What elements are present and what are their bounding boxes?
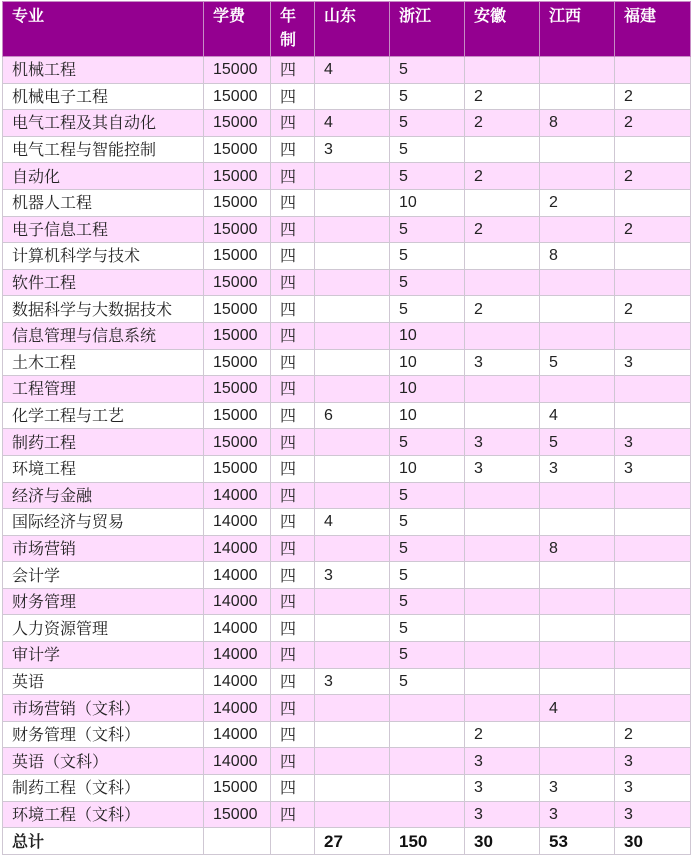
major-cell: 电子信息工程 bbox=[3, 216, 204, 243]
fee-cell: 14000 bbox=[204, 615, 271, 642]
shandong-cell bbox=[315, 775, 390, 802]
fujian-cell: 3 bbox=[615, 748, 691, 775]
jiangxi-cell: 2 bbox=[540, 189, 615, 216]
table-row bbox=[3, 269, 691, 296]
jiangxi-cell bbox=[540, 509, 615, 536]
fujian-cell bbox=[615, 482, 691, 509]
total-shandong-cell: 27 bbox=[315, 828, 390, 855]
jiangxi-cell bbox=[540, 668, 615, 695]
fee-cell: 15000 bbox=[204, 775, 271, 802]
total-jiangxi-cell: 53 bbox=[540, 828, 615, 855]
shandong-cell bbox=[315, 588, 390, 615]
table-row bbox=[3, 429, 691, 456]
jiangxi-cell bbox=[540, 163, 615, 190]
shandong-cell bbox=[315, 642, 390, 669]
anhui-cell: 3 bbox=[465, 748, 540, 775]
anhui-cell bbox=[465, 695, 540, 722]
table-row bbox=[3, 668, 691, 695]
total-years-cell bbox=[271, 828, 315, 855]
major-cell: 电气工程及其自动化 bbox=[3, 110, 204, 137]
anhui-cell: 3 bbox=[465, 429, 540, 456]
table-row bbox=[3, 402, 691, 429]
major-cell: 化学工程与工艺 bbox=[3, 402, 204, 429]
jiangxi-cell bbox=[540, 721, 615, 748]
major-cell: 自动化 bbox=[3, 163, 204, 190]
years-cell: 四 bbox=[271, 216, 315, 243]
anhui-cell: 2 bbox=[465, 163, 540, 190]
major-cell: 制药工程 bbox=[3, 429, 204, 456]
table-row bbox=[3, 775, 691, 802]
fujian-cell: 2 bbox=[615, 296, 691, 323]
major-cell: 软件工程 bbox=[3, 269, 204, 296]
jiangxi-cell bbox=[540, 216, 615, 243]
years-cell: 四 bbox=[271, 136, 315, 163]
anhui-cell bbox=[465, 57, 540, 84]
zhejiang-cell: 5 bbox=[390, 216, 465, 243]
fujian-cell bbox=[615, 376, 691, 403]
jiangxi-cell: 4 bbox=[540, 695, 615, 722]
total-fee-cell bbox=[204, 828, 271, 855]
years-cell: 四 bbox=[271, 110, 315, 137]
jiangxi-cell bbox=[540, 296, 615, 323]
fujian-cell bbox=[615, 668, 691, 695]
jiangxi-cell bbox=[540, 57, 615, 84]
fee-cell: 14000 bbox=[204, 668, 271, 695]
anhui-cell bbox=[465, 615, 540, 642]
zhejiang-cell: 5 bbox=[390, 57, 465, 84]
header-jiangxi: 江西 bbox=[540, 2, 615, 57]
table-row bbox=[3, 695, 691, 722]
major-cell: 机械工程 bbox=[3, 57, 204, 84]
anhui-cell bbox=[465, 243, 540, 270]
jiangxi-cell: 3 bbox=[540, 775, 615, 802]
zhejiang-cell: 5 bbox=[390, 668, 465, 695]
enrollment-plan-table bbox=[2, 1, 691, 855]
zhejiang-cell: 5 bbox=[390, 296, 465, 323]
major-cell: 环境工程（文科） bbox=[3, 801, 204, 828]
zhejiang-cell: 10 bbox=[390, 376, 465, 403]
years-cell: 四 bbox=[271, 695, 315, 722]
anhui-cell bbox=[465, 322, 540, 349]
major-cell: 财务管理（文科） bbox=[3, 721, 204, 748]
fujian-cell: 3 bbox=[615, 775, 691, 802]
zhejiang-cell: 10 bbox=[390, 189, 465, 216]
anhui-cell: 2 bbox=[465, 216, 540, 243]
shandong-cell bbox=[315, 429, 390, 456]
years-cell: 四 bbox=[271, 748, 315, 775]
years-cell: 四 bbox=[271, 562, 315, 589]
years-cell: 四 bbox=[271, 482, 315, 509]
shandong-cell bbox=[315, 83, 390, 110]
jiangxi-cell: 8 bbox=[540, 243, 615, 270]
jiangxi-cell bbox=[540, 376, 615, 403]
major-cell: 市场营销（文科） bbox=[3, 695, 204, 722]
years-cell: 四 bbox=[271, 535, 315, 562]
major-cell: 计算机科学与技术 bbox=[3, 243, 204, 270]
years-cell: 四 bbox=[271, 376, 315, 403]
zhejiang-cell: 5 bbox=[390, 535, 465, 562]
table-row bbox=[3, 136, 691, 163]
major-cell: 土木工程 bbox=[3, 349, 204, 376]
fee-cell: 15000 bbox=[204, 322, 271, 349]
fee-cell: 15000 bbox=[204, 57, 271, 84]
shandong-cell bbox=[315, 801, 390, 828]
fee-cell: 15000 bbox=[204, 189, 271, 216]
years-cell: 四 bbox=[271, 296, 315, 323]
jiangxi-cell bbox=[540, 136, 615, 163]
fee-cell: 14000 bbox=[204, 695, 271, 722]
shandong-cell bbox=[315, 163, 390, 190]
total-anhui-cell: 30 bbox=[465, 828, 540, 855]
table-row bbox=[3, 535, 691, 562]
years-cell: 四 bbox=[271, 189, 315, 216]
header-anhui: 安徽 bbox=[465, 2, 540, 57]
fujian-cell bbox=[615, 57, 691, 84]
shandong-cell: 3 bbox=[315, 136, 390, 163]
fee-cell: 15000 bbox=[204, 429, 271, 456]
years-cell: 四 bbox=[271, 322, 315, 349]
table-row bbox=[3, 482, 691, 509]
years-cell: 四 bbox=[271, 243, 315, 270]
major-cell: 机械电子工程 bbox=[3, 83, 204, 110]
table-row bbox=[3, 642, 691, 669]
fee-cell: 15000 bbox=[204, 136, 271, 163]
table-row bbox=[3, 801, 691, 828]
fujian-cell: 3 bbox=[615, 429, 691, 456]
years-cell: 四 bbox=[271, 721, 315, 748]
fujian-cell: 3 bbox=[615, 801, 691, 828]
jiangxi-cell bbox=[540, 748, 615, 775]
fee-cell: 14000 bbox=[204, 642, 271, 669]
total-zhejiang-cell: 150 bbox=[390, 828, 465, 855]
shandong-cell bbox=[315, 482, 390, 509]
shandong-cell bbox=[315, 615, 390, 642]
fujian-cell: 3 bbox=[615, 349, 691, 376]
years-cell: 四 bbox=[271, 429, 315, 456]
table-row bbox=[3, 509, 691, 536]
table-row bbox=[3, 216, 691, 243]
jiangxi-cell bbox=[540, 562, 615, 589]
fee-cell: 14000 bbox=[204, 535, 271, 562]
zhejiang-cell: 5 bbox=[390, 429, 465, 456]
fee-cell: 15000 bbox=[204, 269, 271, 296]
fujian-cell: 2 bbox=[615, 110, 691, 137]
shandong-cell: 4 bbox=[315, 509, 390, 536]
anhui-cell: 2 bbox=[465, 83, 540, 110]
years-cell: 四 bbox=[271, 163, 315, 190]
jiangxi-cell bbox=[540, 269, 615, 296]
table-body bbox=[3, 57, 691, 855]
years-cell: 四 bbox=[271, 615, 315, 642]
zhejiang-cell: 5 bbox=[390, 615, 465, 642]
jiangxi-cell: 5 bbox=[540, 429, 615, 456]
major-cell: 经济与金融 bbox=[3, 482, 204, 509]
years-cell: 四 bbox=[271, 57, 315, 84]
zhejiang-cell: 5 bbox=[390, 163, 465, 190]
fee-cell: 15000 bbox=[204, 216, 271, 243]
major-cell: 环境工程 bbox=[3, 455, 204, 482]
table-row bbox=[3, 721, 691, 748]
fujian-cell bbox=[615, 402, 691, 429]
zhejiang-cell bbox=[390, 801, 465, 828]
major-cell: 数据科学与大数据技术 bbox=[3, 296, 204, 323]
fee-cell: 14000 bbox=[204, 588, 271, 615]
major-cell: 工程管理 bbox=[3, 376, 204, 403]
table-row bbox=[3, 455, 691, 482]
zhejiang-cell: 10 bbox=[390, 322, 465, 349]
fujian-cell bbox=[615, 509, 691, 536]
table-row bbox=[3, 189, 691, 216]
years-cell: 四 bbox=[271, 455, 315, 482]
fujian-cell: 2 bbox=[615, 83, 691, 110]
fee-cell: 15000 bbox=[204, 801, 271, 828]
fee-cell: 14000 bbox=[204, 721, 271, 748]
zhejiang-cell: 10 bbox=[390, 402, 465, 429]
years-cell: 四 bbox=[271, 642, 315, 669]
major-cell: 审计学 bbox=[3, 642, 204, 669]
shandong-cell bbox=[315, 721, 390, 748]
major-cell: 人力资源管理 bbox=[3, 615, 204, 642]
fujian-cell: 2 bbox=[615, 216, 691, 243]
shandong-cell bbox=[315, 296, 390, 323]
anhui-cell bbox=[465, 269, 540, 296]
anhui-cell bbox=[465, 535, 540, 562]
fujian-cell: 3 bbox=[615, 455, 691, 482]
jiangxi-cell bbox=[540, 322, 615, 349]
years-cell: 四 bbox=[271, 402, 315, 429]
fee-cell: 14000 bbox=[204, 509, 271, 536]
table-row bbox=[3, 163, 691, 190]
anhui-cell bbox=[465, 376, 540, 403]
table-row bbox=[3, 615, 691, 642]
major-cell: 会计学 bbox=[3, 562, 204, 589]
table-row bbox=[3, 748, 691, 775]
jiangxi-cell: 3 bbox=[540, 455, 615, 482]
major-cell: 英语（文科） bbox=[3, 748, 204, 775]
total-major-cell: 总计 bbox=[3, 828, 204, 855]
fee-cell: 15000 bbox=[204, 110, 271, 137]
shandong-cell: 4 bbox=[315, 110, 390, 137]
anhui-cell: 2 bbox=[465, 721, 540, 748]
fujian-cell bbox=[615, 615, 691, 642]
fee-cell: 15000 bbox=[204, 402, 271, 429]
years-cell: 四 bbox=[271, 801, 315, 828]
fujian-cell bbox=[615, 243, 691, 270]
jiangxi-cell: 4 bbox=[540, 402, 615, 429]
table-row bbox=[3, 57, 691, 84]
shandong-cell: 3 bbox=[315, 562, 390, 589]
table-row bbox=[3, 322, 691, 349]
anhui-cell: 2 bbox=[465, 296, 540, 323]
fujian-cell: 2 bbox=[615, 721, 691, 748]
jiangxi-cell: 5 bbox=[540, 349, 615, 376]
shandong-cell bbox=[315, 269, 390, 296]
table-row bbox=[3, 562, 691, 589]
header-fujian: 福建 bbox=[615, 2, 691, 57]
fujian-cell bbox=[615, 136, 691, 163]
zhejiang-cell: 10 bbox=[390, 455, 465, 482]
zhejiang-cell: 5 bbox=[390, 588, 465, 615]
fujian-cell bbox=[615, 322, 691, 349]
header-years: 年制 bbox=[271, 2, 315, 57]
zhejiang-cell: 5 bbox=[390, 482, 465, 509]
years-cell: 四 bbox=[271, 588, 315, 615]
shandong-cell: 4 bbox=[315, 57, 390, 84]
anhui-cell: 3 bbox=[465, 349, 540, 376]
zhejiang-cell bbox=[390, 721, 465, 748]
years-cell: 四 bbox=[271, 83, 315, 110]
years-cell: 四 bbox=[271, 775, 315, 802]
zhejiang-cell: 10 bbox=[390, 349, 465, 376]
major-cell: 财务管理 bbox=[3, 588, 204, 615]
jiangxi-cell bbox=[540, 482, 615, 509]
fee-cell: 15000 bbox=[204, 243, 271, 270]
zhejiang-cell: 5 bbox=[390, 136, 465, 163]
fujian-cell bbox=[615, 562, 691, 589]
anhui-cell bbox=[465, 136, 540, 163]
fujian-cell bbox=[615, 695, 691, 722]
anhui-cell bbox=[465, 482, 540, 509]
years-cell: 四 bbox=[271, 269, 315, 296]
anhui-cell: 3 bbox=[465, 801, 540, 828]
zhejiang-cell bbox=[390, 748, 465, 775]
fujian-cell bbox=[615, 642, 691, 669]
fee-cell: 15000 bbox=[204, 163, 271, 190]
shandong-cell bbox=[315, 748, 390, 775]
zhejiang-cell: 5 bbox=[390, 110, 465, 137]
fujian-cell: 2 bbox=[615, 163, 691, 190]
zhejiang-cell bbox=[390, 695, 465, 722]
total-row bbox=[3, 828, 691, 855]
jiangxi-cell bbox=[540, 83, 615, 110]
fujian-cell bbox=[615, 535, 691, 562]
table-row bbox=[3, 588, 691, 615]
shandong-cell bbox=[315, 376, 390, 403]
shandong-cell bbox=[315, 322, 390, 349]
zhejiang-cell: 5 bbox=[390, 269, 465, 296]
table-row bbox=[3, 376, 691, 403]
major-cell: 英语 bbox=[3, 668, 204, 695]
shandong-cell bbox=[315, 216, 390, 243]
fujian-cell bbox=[615, 189, 691, 216]
shandong-cell: 3 bbox=[315, 668, 390, 695]
anhui-cell: 2 bbox=[465, 110, 540, 137]
fujian-cell bbox=[615, 588, 691, 615]
anhui-cell bbox=[465, 509, 540, 536]
shandong-cell: 6 bbox=[315, 402, 390, 429]
zhejiang-cell bbox=[390, 775, 465, 802]
header-row bbox=[3, 2, 691, 57]
major-cell: 电气工程与智能控制 bbox=[3, 136, 204, 163]
jiangxi-cell: 3 bbox=[540, 801, 615, 828]
zhejiang-cell: 5 bbox=[390, 83, 465, 110]
fee-cell: 15000 bbox=[204, 376, 271, 403]
fee-cell: 15000 bbox=[204, 83, 271, 110]
jiangxi-cell: 8 bbox=[540, 535, 615, 562]
anhui-cell bbox=[465, 189, 540, 216]
header-shandong: 山东 bbox=[315, 2, 390, 57]
fujian-cell bbox=[615, 269, 691, 296]
major-cell: 机器人工程 bbox=[3, 189, 204, 216]
anhui-cell bbox=[465, 402, 540, 429]
table-row bbox=[3, 110, 691, 137]
shandong-cell bbox=[315, 189, 390, 216]
header-zhejiang: 浙江 bbox=[390, 2, 465, 57]
anhui-cell bbox=[465, 588, 540, 615]
anhui-cell bbox=[465, 562, 540, 589]
shandong-cell bbox=[315, 349, 390, 376]
anhui-cell: 3 bbox=[465, 455, 540, 482]
fee-cell: 14000 bbox=[204, 748, 271, 775]
major-cell: 市场营销 bbox=[3, 535, 204, 562]
major-cell: 国际经济与贸易 bbox=[3, 509, 204, 536]
header-major: 专业 bbox=[3, 2, 204, 57]
shandong-cell bbox=[315, 535, 390, 562]
table-row bbox=[3, 83, 691, 110]
shandong-cell bbox=[315, 695, 390, 722]
zhejiang-cell: 5 bbox=[390, 562, 465, 589]
table-row bbox=[3, 243, 691, 270]
header-fee: 学费 bbox=[204, 2, 271, 57]
major-cell: 信息管理与信息系统 bbox=[3, 322, 204, 349]
fee-cell: 14000 bbox=[204, 482, 271, 509]
fee-cell: 15000 bbox=[204, 296, 271, 323]
fee-cell: 15000 bbox=[204, 349, 271, 376]
zhejiang-cell: 5 bbox=[390, 243, 465, 270]
fee-cell: 14000 bbox=[204, 562, 271, 589]
zhejiang-cell: 5 bbox=[390, 642, 465, 669]
jiangxi-cell bbox=[540, 588, 615, 615]
anhui-cell: 3 bbox=[465, 775, 540, 802]
fee-cell: 15000 bbox=[204, 455, 271, 482]
shandong-cell bbox=[315, 243, 390, 270]
zhejiang-cell: 5 bbox=[390, 509, 465, 536]
anhui-cell bbox=[465, 642, 540, 669]
table-row bbox=[3, 296, 691, 323]
jiangxi-cell bbox=[540, 615, 615, 642]
table-row bbox=[3, 349, 691, 376]
anhui-cell bbox=[465, 668, 540, 695]
jiangxi-cell bbox=[540, 642, 615, 669]
years-cell: 四 bbox=[271, 509, 315, 536]
major-cell: 制药工程（文科） bbox=[3, 775, 204, 802]
years-cell: 四 bbox=[271, 668, 315, 695]
total-fujian-cell: 30 bbox=[615, 828, 691, 855]
jiangxi-cell: 8 bbox=[540, 110, 615, 137]
shandong-cell bbox=[315, 455, 390, 482]
years-cell: 四 bbox=[271, 349, 315, 376]
